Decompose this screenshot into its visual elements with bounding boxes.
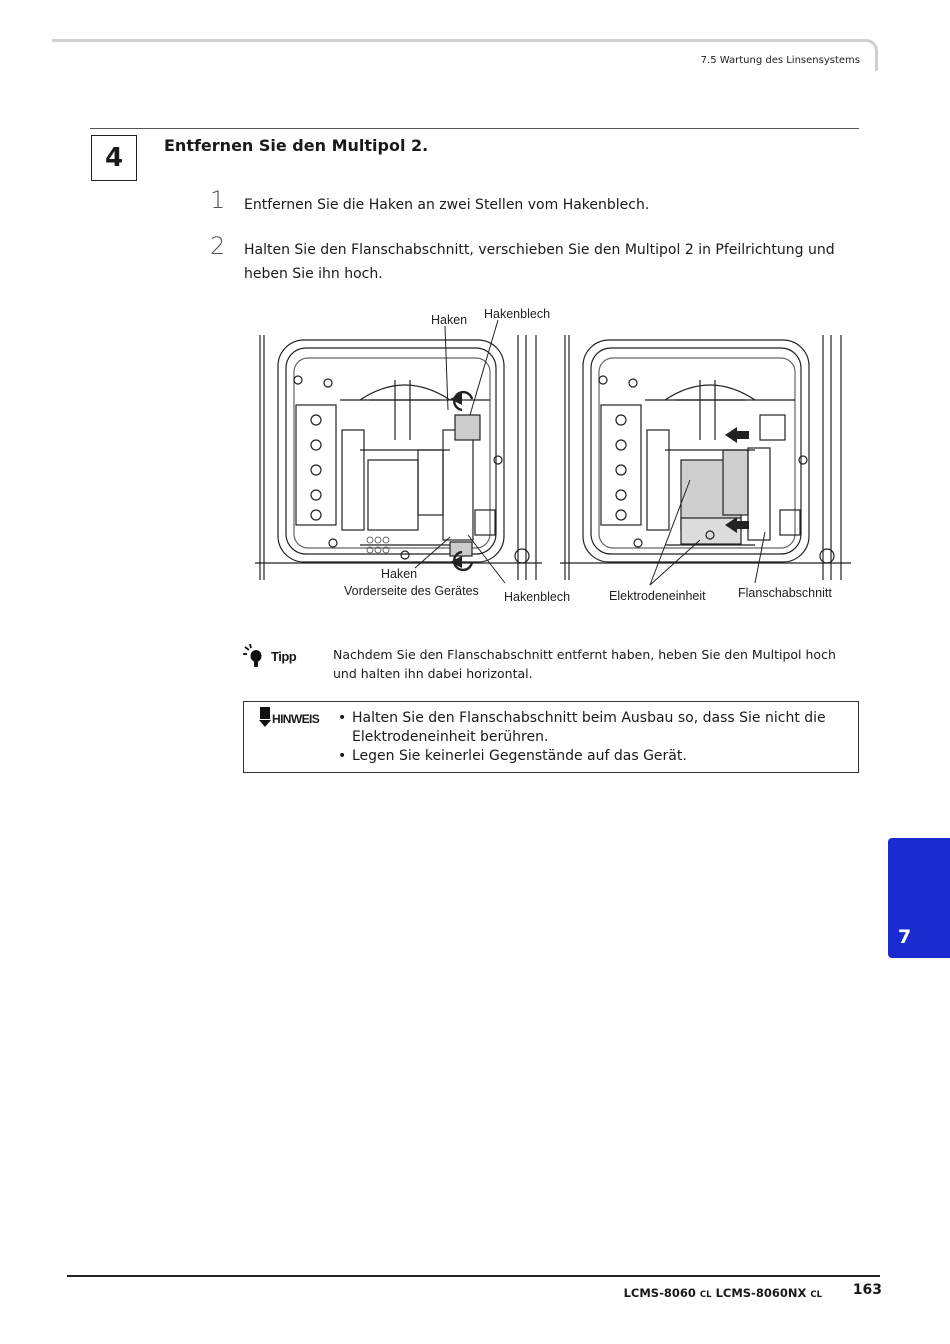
header-rule (52, 39, 868, 42)
step-divider (90, 128, 859, 129)
substep-number: 1 (210, 186, 226, 214)
model-a-suffix: CL (699, 1290, 712, 1300)
step-number: 4 (104, 143, 124, 173)
label-hakenblech-top: Hakenblech (484, 307, 551, 321)
substep-number: 2 (210, 232, 226, 260)
substep-text: Entfernen Sie die Haken an zwei Stellen vom Hakenblech. (244, 197, 650, 213)
right-illustration (560, 335, 851, 585)
footer-model (624, 1286, 822, 1300)
substep-text: Halten Sie den Flanschabschnitt, verschieben Sie den Multipol 2 in Pfeilrichtung und heben Sie ihn hoch. (244, 242, 835, 282)
step-number-box (91, 135, 137, 181)
label-flanschabschnitt: Flanschabschnitt (738, 586, 832, 600)
header-corner (858, 39, 878, 71)
notice-label: HINWEIS (272, 712, 320, 726)
page-number: 163 (852, 1282, 882, 1298)
model-b-suffix: CL (810, 1290, 822, 1300)
step-title: Entfernen Sie den Multipol 2. (164, 136, 429, 155)
multipol-figure (250, 300, 860, 610)
notice-item: • Legen Sie keinerlei Gegenstände auf das Gerät. (338, 747, 843, 766)
tip-text: Nachdem Sie den Flanschabschnitt entfernt haben, heben Sie den Multipol hoch und halten ihn dabei horizontal. (333, 647, 836, 681)
label-hakenblech-bottom: Hakenblech (504, 590, 571, 604)
label-haken-top: Haken (431, 313, 468, 327)
section-header: 7.5 Wartung des Linsensystems (700, 55, 860, 66)
label-vorderseite: Vorderseite des Gerätes (344, 584, 479, 598)
label-elektrodeneinheit: Elektrodeneinheit (609, 589, 706, 603)
tip-label: Tipp (271, 649, 297, 664)
footer-rule (67, 1275, 880, 1277)
model-a: LCMS-8060 (623, 1286, 696, 1300)
notice-icon (258, 707, 272, 729)
model-b: LCMS-8060NX (715, 1286, 807, 1300)
notice-item: • Halten Sie den Flanschabschnitt beim Ausbau so, dass Sie nicht die Elektrodeneinheit berühren. (338, 709, 843, 747)
lightbulb-icon (242, 643, 266, 669)
chapter-number: 7 (898, 926, 912, 948)
label-haken-bottom: Haken (381, 567, 418, 581)
left-illustration (255, 320, 542, 583)
notice-list (338, 709, 843, 766)
